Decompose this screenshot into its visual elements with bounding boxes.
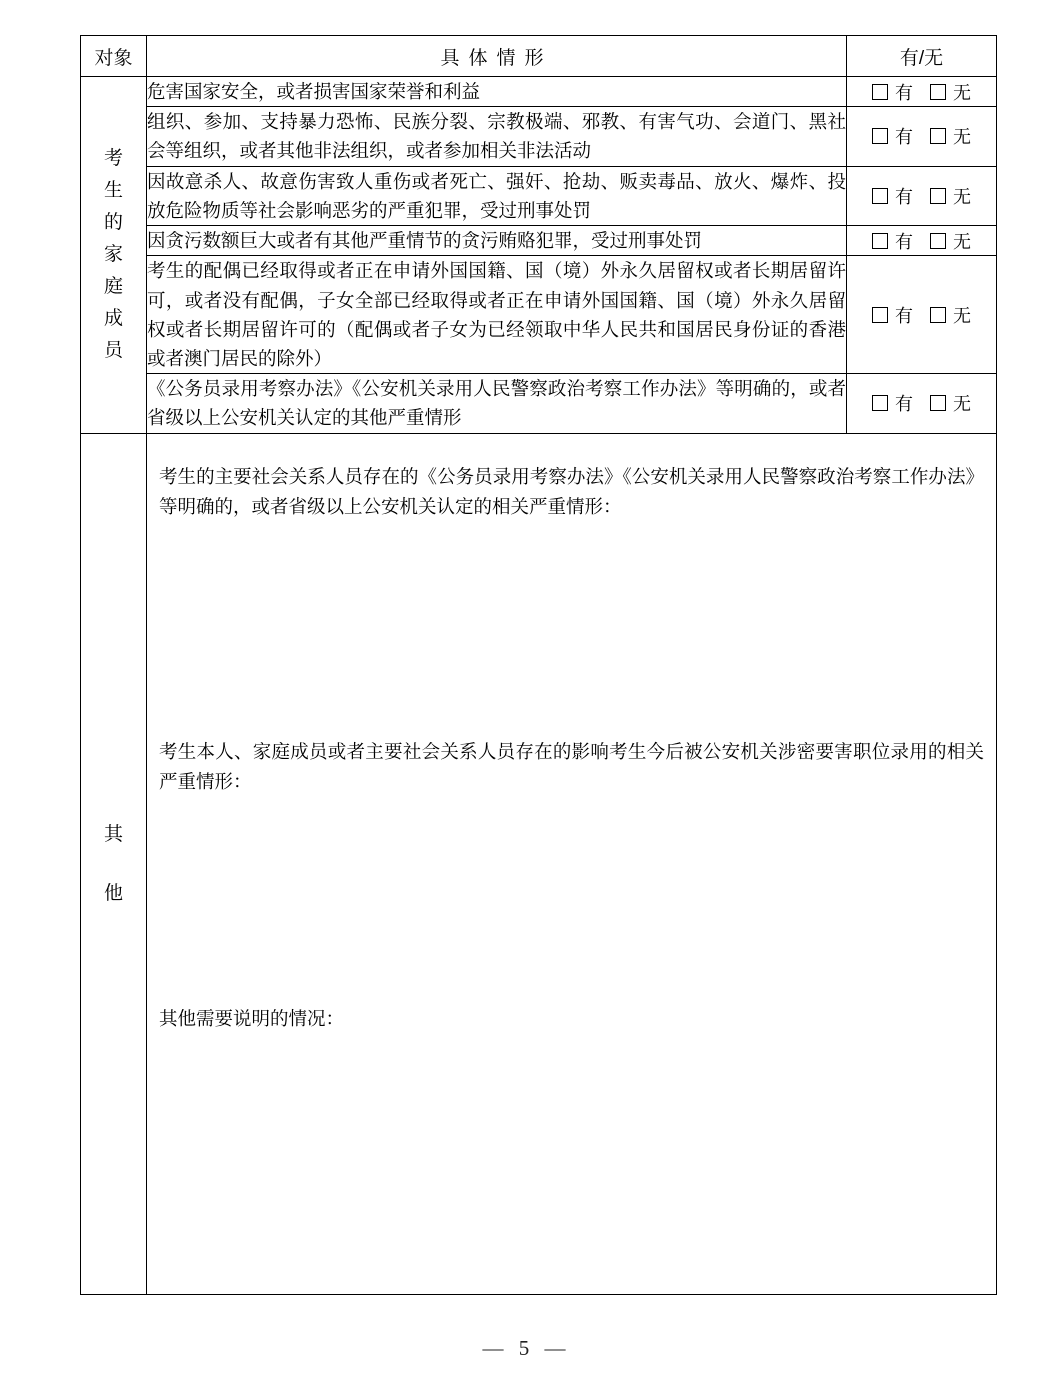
table-header-row xyxy=(81,36,997,77)
table-row xyxy=(81,77,997,107)
checkbox-icon[interactable] xyxy=(930,188,946,204)
checkbox-yes-label: 有 xyxy=(894,82,913,103)
checkbox-no[interactable] xyxy=(930,390,971,416)
checkbox-no[interactable] xyxy=(930,79,971,105)
checkbox-yes[interactable] xyxy=(872,390,913,416)
other-prompt-additional-notes: 其他需要说明的情况： xyxy=(159,1007,345,1029)
subject-char: 他 xyxy=(103,882,123,904)
checkbox-no-label: 无 xyxy=(953,231,971,252)
checkbox-yes[interactable] xyxy=(872,123,913,149)
subject-char: 其 xyxy=(103,823,123,845)
checkbox-no[interactable] xyxy=(930,228,971,254)
checkbox-no-label: 无 xyxy=(953,305,971,326)
yesno-cell xyxy=(847,226,997,256)
yesno-cell xyxy=(847,166,997,225)
checkbox-yes-label: 有 xyxy=(894,231,913,252)
subject-char: 考 xyxy=(103,148,123,170)
checkbox-icon[interactable] xyxy=(872,128,888,144)
checkbox-yes-label: 有 xyxy=(894,394,913,415)
detail-text: 危害国家安全，或者损害国家荣誉和利益 xyxy=(147,77,847,107)
detail-text: 《公务员录用考察办法》《公安机关录用人民警察政治考察工作办法》等明确的，或者省级以上公安机关认定的其他严重情形 xyxy=(147,374,847,433)
table-row xyxy=(81,226,997,256)
subject-label-other xyxy=(81,433,147,1294)
checkbox-icon[interactable] xyxy=(930,395,946,411)
checkbox-icon[interactable] xyxy=(872,84,888,100)
table-row xyxy=(81,374,997,433)
detail-text: 因故意杀人、故意伤害致人重伤或者死亡、强奸、抢劫、贩卖毒品、放火、爆炸、投放危险物质等社会影响恶劣的严重犯罪，受过刑事处罚 xyxy=(147,166,847,225)
checkbox-no-label: 无 xyxy=(953,127,971,148)
table-row-other xyxy=(81,433,997,1294)
subject-char: 员 xyxy=(103,340,123,362)
checkbox-no[interactable] xyxy=(930,123,971,149)
checkbox-icon[interactable] xyxy=(872,188,888,204)
checkbox-icon[interactable] xyxy=(930,307,946,323)
subject-char: 庭 xyxy=(103,276,123,298)
table-row xyxy=(81,256,997,374)
checkbox-icon[interactable] xyxy=(930,84,946,100)
header-yesno: 有/无 xyxy=(847,36,997,77)
page-number: — 5 — xyxy=(482,1336,571,1360)
checkbox-no[interactable] xyxy=(930,302,971,328)
other-prompt-social-relations: 考生的主要社会关系人员存在的《公务员录用考察办法》《公安机关录用人民警察政治考察工作办法》等明确的，或者省级以上公安机关认定的相关严重情形： xyxy=(159,465,984,517)
checkbox-icon[interactable] xyxy=(872,233,888,249)
checkbox-icon[interactable] xyxy=(872,307,888,323)
checkbox-yes[interactable] xyxy=(872,302,913,328)
checkbox-icon[interactable] xyxy=(930,128,946,144)
other-freetext-cell[interactable] xyxy=(147,433,997,1294)
table-row xyxy=(81,166,997,225)
checkbox-icon[interactable] xyxy=(930,233,946,249)
yesno-cell xyxy=(847,77,997,107)
checkbox-no-label: 无 xyxy=(953,186,971,207)
other-prompt-confidential-positions: 考生本人、家庭成员或者主要社会关系人员存在的影响考生今后被公安机关涉密要害职位录用的相关严重情形： xyxy=(159,740,984,792)
yesno-cell xyxy=(847,107,997,166)
subject-label-family xyxy=(81,77,147,434)
checkbox-yes-label: 有 xyxy=(894,305,913,326)
checkbox-yes[interactable] xyxy=(872,183,913,209)
subject-char: 的 xyxy=(103,212,123,234)
checkbox-yes-label: 有 xyxy=(894,127,913,148)
subject-char: 生 xyxy=(103,180,123,202)
checkbox-no-label: 无 xyxy=(953,82,971,103)
checkbox-yes[interactable] xyxy=(872,79,913,105)
detail-text: 因贪污数额巨大或者有其他严重情节的贪污贿赂犯罪，受过刑事处罚 xyxy=(147,226,847,256)
yesno-cell xyxy=(847,256,997,374)
subject-char: 家 xyxy=(103,244,123,266)
detail-text: 组织、参加、支持暴力恐怖、民族分裂、宗教极端、邪教、有害气功、会道门、黑社会等组织，或者其他非法组织，或者参加相关非法活动 xyxy=(147,107,847,166)
checkbox-yes[interactable] xyxy=(872,228,913,254)
checkbox-no-label: 无 xyxy=(953,394,971,415)
political-review-table xyxy=(80,35,997,1295)
header-subject: 对象 xyxy=(81,36,147,77)
checkbox-no[interactable] xyxy=(930,183,971,209)
detail-text: 考生的配偶已经取得或者正在申请外国国籍、国（境）外永久居留权或者长期居留许可，或者没有配偶，子女全部已经取得或者正在申请外国国籍、国（境）外永久居留权或者长期居留许可的（配偶或者子女为已经领取中华人民共和国居民身份证的香港或者澳门居民的除外） xyxy=(147,256,847,374)
checkbox-icon[interactable] xyxy=(872,395,888,411)
checkbox-yes-label: 有 xyxy=(894,186,913,207)
table-row xyxy=(81,107,997,166)
header-detail: 具体情形 xyxy=(147,36,847,77)
other-inner xyxy=(147,434,996,1294)
yesno-cell xyxy=(847,374,997,433)
subject-char: 成 xyxy=(103,308,123,330)
